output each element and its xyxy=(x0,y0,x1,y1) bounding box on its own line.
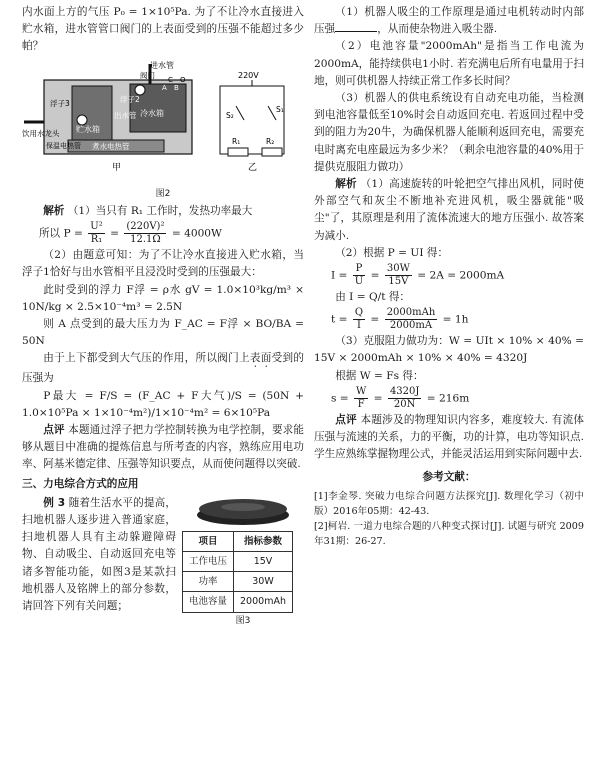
label-b: B xyxy=(174,83,179,92)
analysis-p1-text: （1）当只有 R₁ 工作时，发热功率最大 xyxy=(67,205,253,218)
eq-current-fraction-2 xyxy=(385,263,412,288)
resistor-r2 xyxy=(262,148,282,156)
switch-s1 xyxy=(268,106,276,120)
eq1-result: = 4000W xyxy=(171,227,222,240)
analysis-p4: 则 A 点受到的最大压力为 F_AC = F浮 × BO/BA = 50N xyxy=(22,318,304,348)
eq-time-fraction-1 xyxy=(353,307,365,332)
eq-distance-fraction-1 xyxy=(354,386,368,411)
label-r1: R₁ xyxy=(232,136,241,146)
frac-den: 20N xyxy=(393,398,416,410)
param-cell: 30W xyxy=(234,572,293,592)
figure-3 xyxy=(182,495,304,630)
eq1-f2-den: 12.1Ω xyxy=(130,234,161,246)
eq1-f1-num: U² xyxy=(90,221,103,233)
frac-num: W xyxy=(356,385,367,397)
resistor-r1 xyxy=(228,148,248,156)
eq-time-result: = 1h xyxy=(442,313,469,326)
left-column xyxy=(22,4,304,630)
frac-den: 15V xyxy=(388,276,409,288)
section-title: 三、力电综合方式的应用 xyxy=(22,477,139,490)
label-inlet-pipe: 进水管 xyxy=(150,60,174,70)
param-cell: 工作电压 xyxy=(183,552,234,572)
equation-current xyxy=(331,263,584,288)
example-body: 随着生活水平的提高，扫地机器人逐步进入普通家庭，扫地机器人具有主动躲避障碍物、自动吸尘、自动返回充电等诸多智能功能，如图3是某款扫地机器人及铭牌上的部分参数，请回答下列有关问题； xyxy=(22,496,177,613)
eq-distance-mid: = xyxy=(373,392,383,405)
analysis-p2: （2）由题意可知：为了不让冷水直接进入贮水箱，当浮子1恰好与出水管相平且浸没时受到的压强最大： xyxy=(22,249,304,279)
comment-right xyxy=(314,412,584,464)
eq-time-prefix: t = xyxy=(330,313,348,326)
figure-2-diagram xyxy=(22,60,304,180)
param-header-row xyxy=(183,531,293,551)
storage-tank-body xyxy=(72,86,112,146)
comment-left xyxy=(22,422,304,474)
frac-num: Q xyxy=(354,307,364,319)
answer-3-b: 根据 W = Fs 得： xyxy=(335,369,424,382)
equation-time xyxy=(331,307,584,332)
reference-item: [1]李金琴. 突破力电综合问题方法探究[J]. 数理化学习（初中版）2016年05期：42-43. xyxy=(314,490,584,517)
analysis-tag: 解析 xyxy=(43,205,65,218)
figure-2-caption: 图2 xyxy=(155,188,171,199)
example-label: 例 3 xyxy=(43,496,66,509)
analysis-p6: P最大 = F/S = (F_AC + F大气)/S = (50N + 1.0×10⁵Pa × 1×10⁻⁴m²)/1×10⁻⁴m² = 6×10⁵Pa xyxy=(22,389,304,419)
param-table xyxy=(182,531,293,613)
eq1-f1-den: R₁ xyxy=(90,234,103,246)
references-title: 参考文献： xyxy=(422,471,476,484)
frac-num: 30W xyxy=(386,263,410,275)
frac-den: U xyxy=(354,276,364,288)
comment-tag: 点评 xyxy=(43,424,65,437)
right-column xyxy=(314,4,584,549)
equation-power xyxy=(39,221,304,246)
analysis-p1 xyxy=(22,203,304,220)
label-outlet-pipe: 出水管 xyxy=(114,110,137,120)
label-storage-tank: 贮水箱 xyxy=(76,124,100,134)
param-header-value: 指标参数 xyxy=(234,531,293,551)
eq-current-result: = 2A = 2000mA xyxy=(417,269,505,282)
equation-distance xyxy=(331,386,584,411)
label-o: O xyxy=(180,75,186,84)
example-3-block xyxy=(22,495,304,626)
frac-den: F xyxy=(357,398,365,410)
robot-vacuum-image xyxy=(193,495,293,527)
param-header-item: 项目 xyxy=(183,531,234,551)
label-220v: 220V xyxy=(238,70,259,80)
float-3 xyxy=(77,115,87,125)
question-1-b: ，从而使杂物进入吸尘器. xyxy=(377,23,498,36)
frac-den: 2000mA xyxy=(389,320,433,332)
comment-right-text: 本题涉及的物理知识内容多，难度较大. 有流体压强与流速的关系，力的平衡，功的计算，电功等知识点. 学生应熟练掌握物理公式，并能灵活运用到实际问题中去. xyxy=(314,413,585,461)
label-s2: S₂ xyxy=(226,110,234,120)
eq-time-mid: = xyxy=(370,313,380,326)
comment-text: 本题通过浮子把力学控制转换为电学控制，要求能够从题目中准确的提炼信息与所考查的内容，熟练应用电功率、阿基米德定律、压强等知识要点，从而使问题得以突破. xyxy=(22,424,305,471)
figure-2 xyxy=(22,60,304,203)
eq-distance-fraction-2 xyxy=(388,386,421,411)
eq-distance-prefix: s = xyxy=(330,392,349,405)
switch-s2 xyxy=(236,106,244,120)
frac-den: I xyxy=(356,320,361,332)
param-cell: 电池容量 xyxy=(183,592,234,612)
table-row xyxy=(183,552,293,572)
answer-2-b: 由 I = Q/t 得： xyxy=(335,291,411,304)
label-valve: 阀门 xyxy=(140,70,155,80)
analysis-p3: 此时受到的浮力 F浮 = ρ水 gV = 1.0×10³kg/m³ × 10N/kg × 2.5×10⁻⁴m³ = 2.5N xyxy=(22,283,304,313)
question-2: （2）电池容量"2000mAh"是指当工作电流为2000mA，能持续供电1小时. 若充满电后所有电量用于扫地，则可供机器人持续正常工作多长时间？ xyxy=(314,40,585,87)
caption-figure-b: 乙 xyxy=(248,162,258,173)
figure-3-caption: 图3 xyxy=(235,615,251,626)
param-cell: 2000mAh xyxy=(234,592,293,612)
frac-num: 2000mAh xyxy=(386,307,436,319)
param-cell: 15V xyxy=(234,552,293,572)
param-cell: 功率 xyxy=(183,572,234,592)
label-r2: R₂ xyxy=(266,136,275,146)
label-float-2: 浮子2 xyxy=(120,94,140,104)
analysis-p5-b: 受到的压强为 xyxy=(22,352,305,385)
eq-time-fraction-2 xyxy=(385,307,438,332)
answer-3: （3）克服阻力做功为：W = UIt × 10% × 40% = 15V × 2000mAh × 10% × 40% = 4320J xyxy=(314,335,584,365)
label-tap: 饮用水龙头 xyxy=(22,128,60,138)
eq-current-mid: = xyxy=(370,269,380,282)
eq1-mid: = xyxy=(110,227,119,240)
answer-1-text: （1）高速旋转的叶轮把空气排出风机，同时使外部空气和灰尘不断地补充进风机，吸尘器就能"吸尘"了，其原理是利用了流体流速大的地方压强小. 故答案为减小. xyxy=(314,178,585,242)
analysis-p5-a: 由于上下都受到大气压的作用，所以阀门上 xyxy=(43,352,250,365)
table-row xyxy=(183,572,293,592)
question-3: （3）机器人的供电系统设有自动充电功能，当检测到电池容量低至10%时会自动返回充电. 若返回过程中受到的阻力为20牛，为确保机器人能顺利返回充电，需要充电时离充电座最远为多少米？（剩余电池容量的40%用于提供克服阻力做功） xyxy=(314,92,584,173)
answer-1 xyxy=(314,176,584,245)
label-float-3: 浮子3 xyxy=(50,98,70,108)
answer-blank xyxy=(335,31,377,32)
eq1-prefix: 所以 P = xyxy=(38,227,83,240)
eq1-fraction-1 xyxy=(88,221,104,246)
float-2 xyxy=(135,85,145,95)
label-cold-tank: 冷水箱 xyxy=(140,108,164,118)
comment-tag-right: 点评 xyxy=(335,413,357,426)
label-c: C xyxy=(168,75,173,84)
caption-figure-a: 甲 xyxy=(112,162,122,173)
eq1-f2-num: (220V)² xyxy=(126,221,165,233)
analysis-p5-emphasis: 表面 xyxy=(249,352,272,365)
question-1-a: （1）机器人吸尘的工作原理是通过电机转动时内部压强 xyxy=(314,6,584,36)
frac-num: 4320J xyxy=(389,385,420,397)
analysis-tag-right: 解析 xyxy=(335,178,357,191)
answer-2: （2）根据 P = UI 得： xyxy=(335,246,449,259)
label-boil-heater: 煮水电热管 xyxy=(92,141,130,151)
reference-item: [2]柯岩. 一道力电综合题的八种变式探讨[J]. 试题与研究 2009年31期：26-27. xyxy=(314,520,584,547)
eq-current-prefix: I = xyxy=(330,269,348,282)
label-a: A xyxy=(162,83,167,92)
circuit-loop xyxy=(220,86,284,154)
label-s1: S₁ xyxy=(276,104,284,114)
frac-num: P xyxy=(353,263,365,276)
eq1-fraction-2 xyxy=(124,221,166,246)
analysis-p5 xyxy=(22,350,304,387)
table-row xyxy=(183,592,293,612)
question-1 xyxy=(314,4,584,38)
problem-intro: 内水面上方的气压 P₀ = 1×10⁵Pa. 为了不让冷水直接进入贮水箱，进水管管口阀门的上表面受到的压强不能超过多少帕？ xyxy=(22,6,304,53)
eq-current-fraction-1 xyxy=(353,263,365,288)
label-insulation-heater: 保温电热管 xyxy=(46,141,81,150)
eq-distance-result: = 216m xyxy=(426,392,470,405)
